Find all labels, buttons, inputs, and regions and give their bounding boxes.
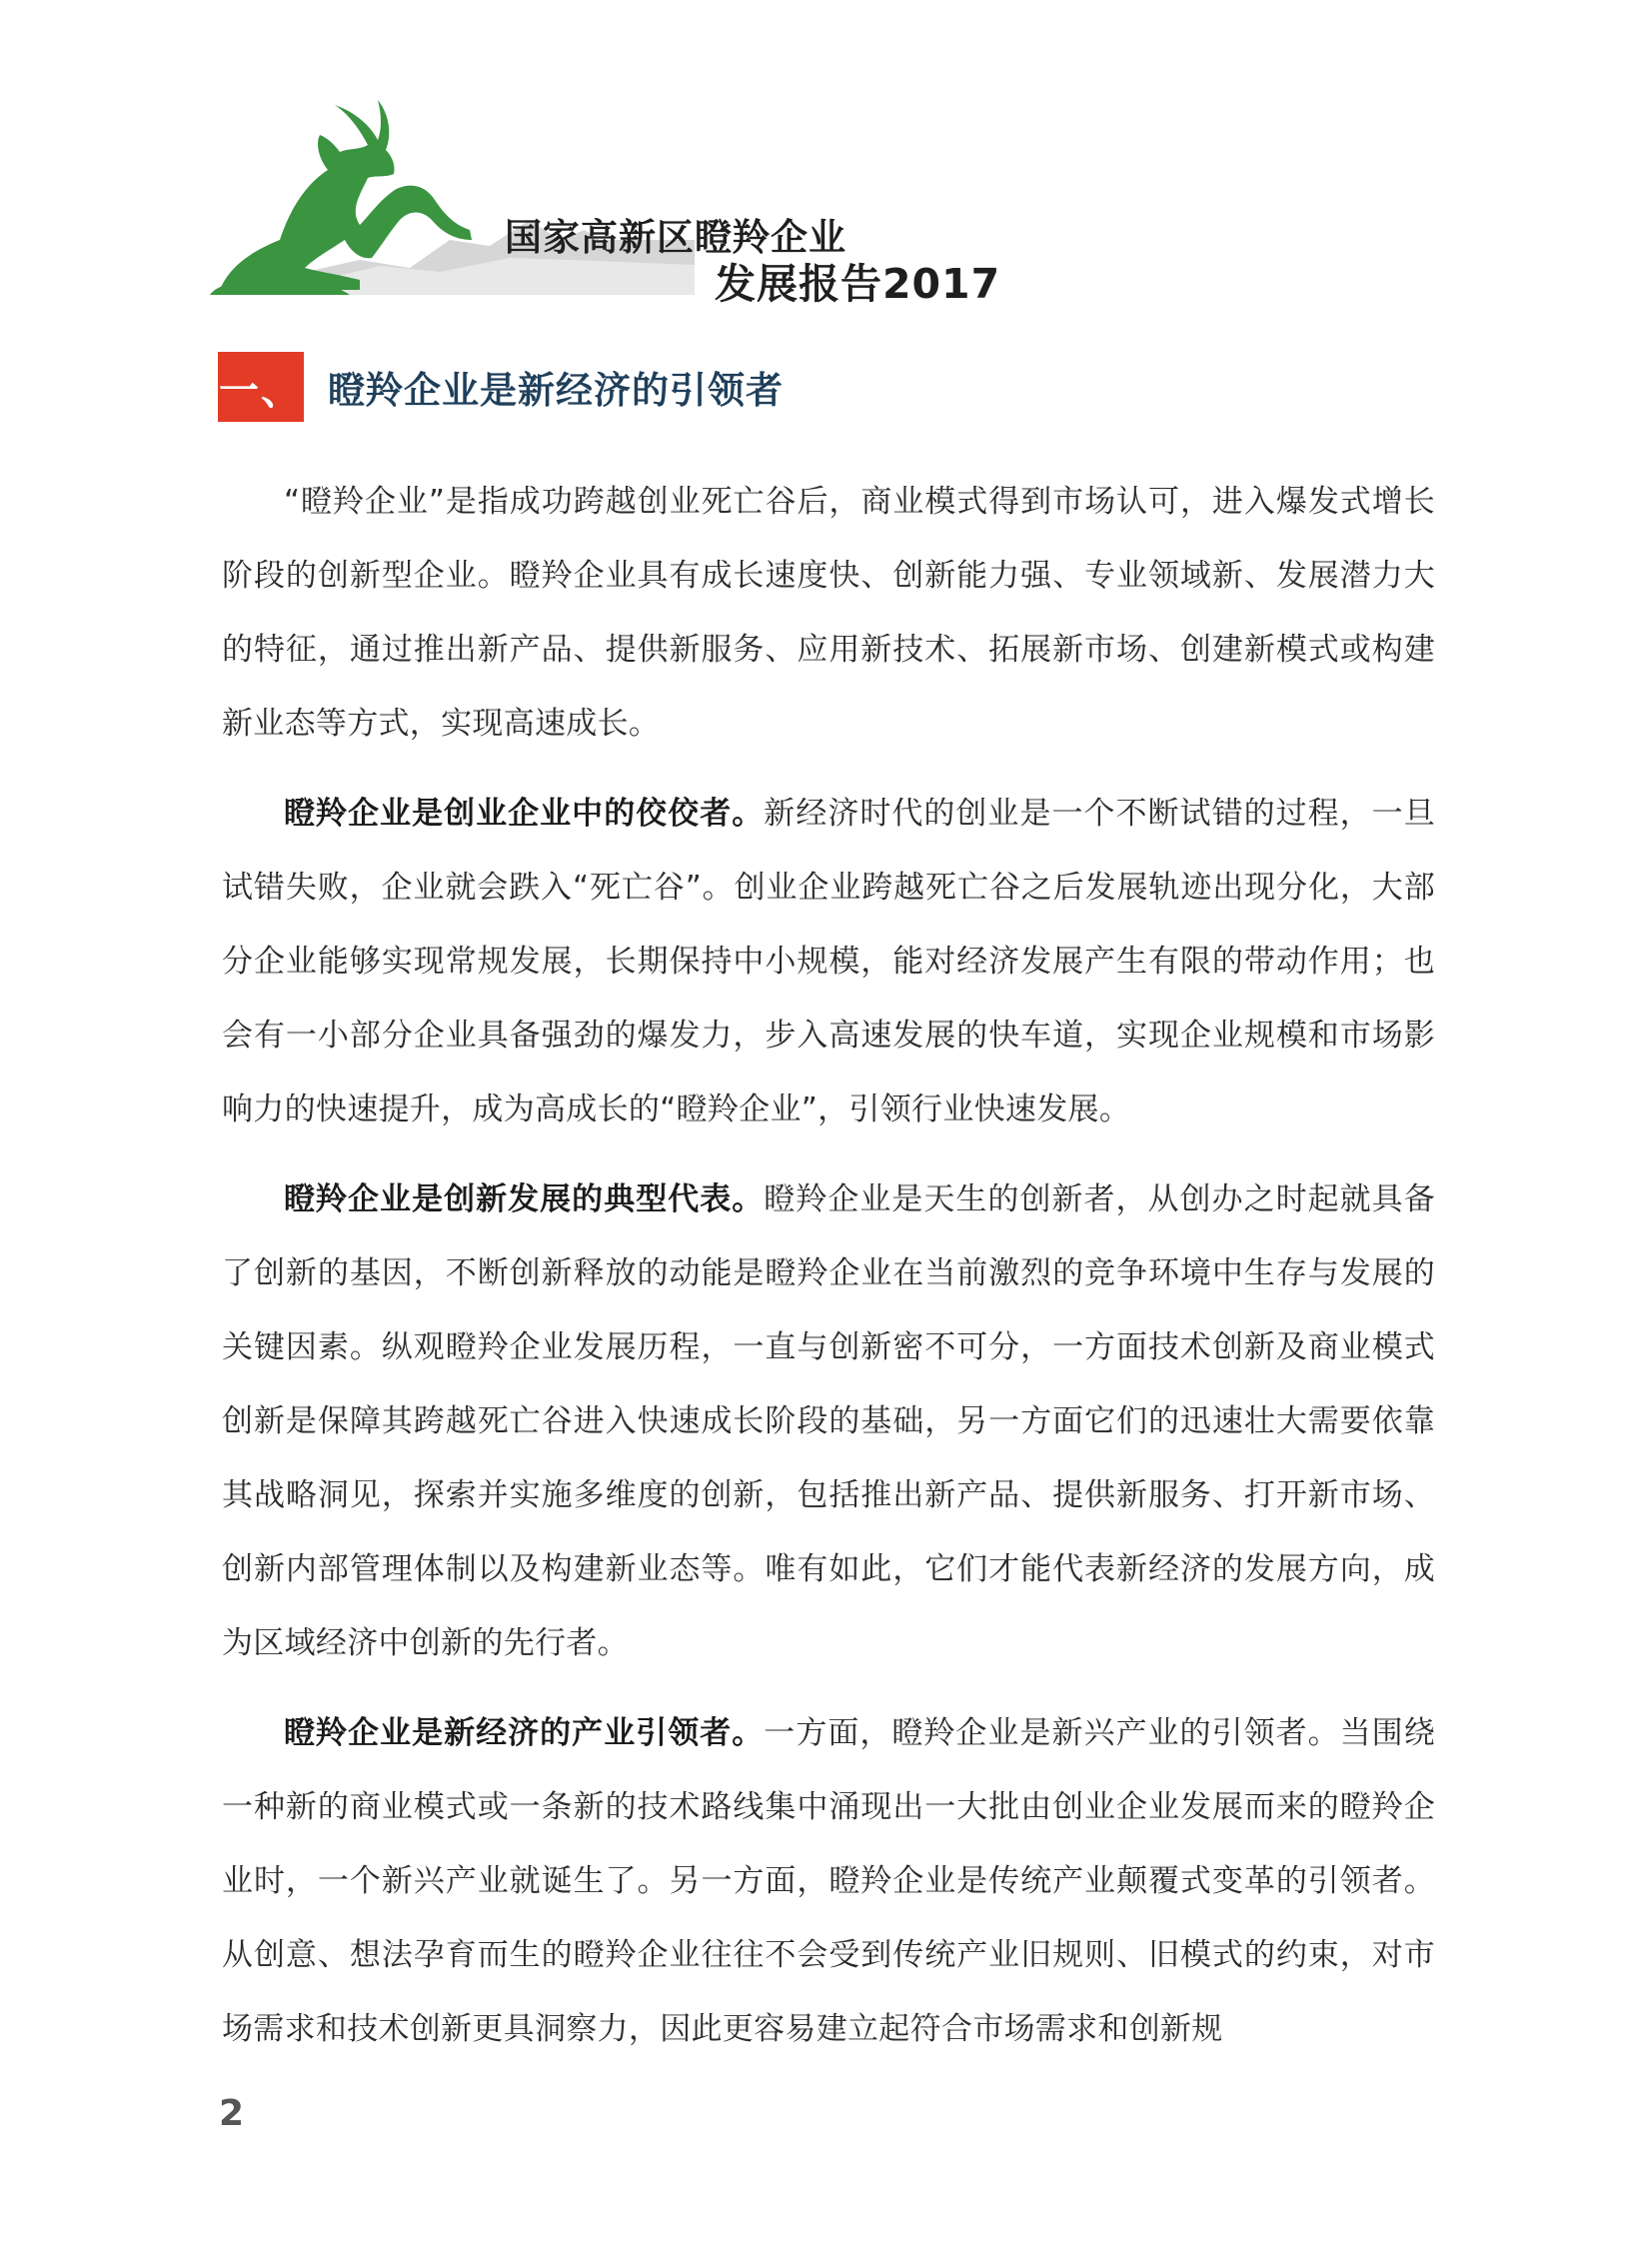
paragraph bbox=[222, 777, 1435, 1146]
paragraph-lead: 瞪羚企业是创新发展的典型代表。 bbox=[284, 1181, 765, 1217]
report-title-line1: 国家高新区瞪羚企业 bbox=[505, 216, 846, 259]
report-title bbox=[505, 215, 1024, 307]
section-number: 一、 bbox=[218, 352, 304, 422]
report-title-line2: 发展报告2017 bbox=[715, 260, 1001, 308]
paragraph-text: 瞪羚企业是天生的创新者，从创办之时起就具备了创新的基因，不断创新释放的动能是瞪羚企业在当前激烈的竞争环境中生存与发展的关键因素。纵观瞪羚企业发展历程，一直与创新密不可分，一方面技术创新及商业模式创新是保障其跨越死亡谷进入快速成长阶段的基础，另一方面它们的迅速壮大需要依靠其战略洞见，探索并实施多维度的创新，包括推出新产品、提供新服务、打开新市场、创新内部管理体制以及构建新业态等。唯有如此，它们才能代表新经济的发展方向，成为区域经济中创新的先行者。 bbox=[222, 1181, 1435, 1661]
body-content bbox=[222, 465, 1435, 2082]
paragraph-lead: 瞪羚企业是创业企业中的佼佼者。 bbox=[284, 796, 765, 832]
page-number: 2 bbox=[219, 2093, 245, 2134]
paragraph-text: “瞪羚企业”是指成功跨越创业死亡谷后，商业模式得到市场认可，进入爆发式增长阶段的创新型企业。瞪羚企业具有成长速度快、创新能力强、专业领域新、发展潜力大的特征，通过推出新产品、提供新服务、应用新技术、拓展新市场、创建新模式或构建新业态等方式，实现高速成长。 bbox=[222, 484, 1435, 742]
section-heading bbox=[218, 352, 784, 422]
paragraph bbox=[222, 1696, 1435, 2066]
paragraph bbox=[222, 465, 1435, 761]
paragraph bbox=[222, 1162, 1435, 1680]
paragraph-text: 新经济时代的创业是一个不断试错的过程，一旦试错失败，企业就会跌入“死亡谷”。创业企业跨越死亡谷之后发展轨迹出现分化，大部分企业能够实现常规发展，长期保持中小规模，能对经济发展产生有限的带动作用；也会有一小部分企业具备强劲的爆发力，步入高速发展的快车道，实现企业规模和市场影响力的快速提升，成为高成长的“瞪羚企业”，引领行业快速发展。 bbox=[222, 796, 1435, 1127]
paragraph-text: 一方面，瞪羚企业是新兴产业的引领者。当围绕一种新的商业模式或一条新的技术路线集中涌现出一大批由创业企业发展而来的瞪羚企业时，一个新兴产业就诞生了。另一方面，瞪羚企业是传统产业颠覆式变革的引领者。从创意、想法孕育而生的瞪羚企业往往不会受到传统产业旧规则、旧模式的约束，对市场需求和技术创新更具洞察力，因此更容易建立起符合市场需求和创新规 bbox=[222, 1715, 1435, 2047]
section-title: 瞪羚企业是新经济的引领者 bbox=[328, 369, 784, 412]
paragraph-lead: 瞪羚企业是新经济的产业引领者。 bbox=[284, 1715, 765, 1751]
